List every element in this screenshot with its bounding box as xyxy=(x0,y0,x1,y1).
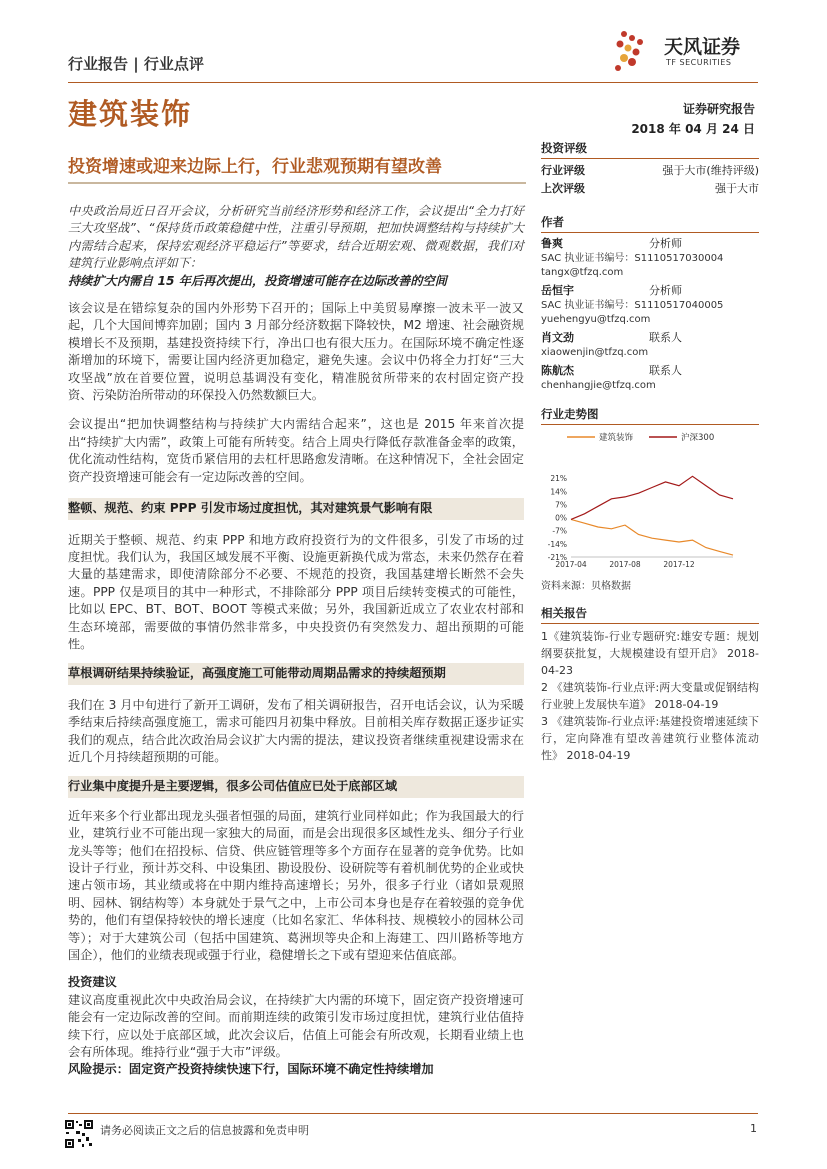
author-email[interactable]: tangx@tfzq.com xyxy=(541,267,624,278)
author-role: 分析师 xyxy=(649,237,682,250)
authors-list xyxy=(541,236,759,393)
headline: 投资增速或迎来边际上行，行业悲观预期有望改善 xyxy=(68,157,442,177)
legend-label: 沪深300 xyxy=(681,433,715,443)
y-tick-label: -7% xyxy=(552,526,567,536)
risk-warning: 风险提示：固定资产投资持续快速下行，国际环境不确定性持续增加 xyxy=(68,1062,434,1077)
trend-chart xyxy=(541,425,759,575)
section-1-title: 持续扩大内需自 15 年后再次提出，投资增速可能存在边际改善的空间 xyxy=(68,273,447,288)
company-logo xyxy=(612,28,762,74)
related-head: 相关报告 xyxy=(541,605,759,624)
section-5-paragraph: 建议高度重视此次中央政治局会议，在持续扩大内需的环境下，固定资产投资增速可能会有一定边际改善的空间。而前期连续的政策引发市场过度担忧，建筑行业估值持续下行，应以处于底部区域，此次会议后，估值上可能会有所改观，长期看业绩上也会有所体现。维持行业“强于大市”评级。 xyxy=(68,992,524,1060)
author-email[interactable]: xiaowenjin@tfzq.com xyxy=(541,347,649,358)
related-report-3[interactable]: 3 《建筑装饰-行业点评:基建投资增速延续下行，定向降准有望改善建筑行业整体流动性》 2018-04-19 xyxy=(541,715,759,762)
author-name: 鲁爽 xyxy=(541,237,563,250)
author-entry xyxy=(541,363,759,393)
author-entry xyxy=(541,283,759,327)
author-entry xyxy=(541,236,759,280)
authors-head: 作者 xyxy=(541,214,759,233)
section-2-paragraph: 近期关于整顿、规范、约束 PPP 和地方政府投资行为的文件很多，引发了市场的过度担忧。我们认为，我国区域发展不平衡、设施更新换代成为常态，未来仍然存在着大量的基建需求，即使清除部分不必要、不规范的投资，我国基建增长断然不会失速。PPP 仅是项目的其中一种形式，不排除部分 PPP 项目后续转变模式的可能性，比如以 EPC、BT、BOT、BOOT 等模式来做；另外，我国新近成立了农业农村部和生态环境部，需要做的事情仍然非常多，中央投资仍有突然发力、超出预期的可能性。 xyxy=(68,532,524,651)
x-tick-label: 2017-12 xyxy=(663,560,695,569)
series-line xyxy=(571,519,733,555)
section-2-title: 整顿、规范、约束 PPP 引发市场过度担忧，其对建筑景气影响有限 xyxy=(68,498,524,519)
section-1-paragraph-2: 会议提出“把加快调整结构与持续扩大内需结合起来”，这也是 2015 年来首次提出“持续扩大内需”，政策上可能有所转变。结合上周央行降低存款准备金率的政策，优化流动性结构，宽货币紧信用的去杠杆思路愈发清晰。在这种情况下，全社会固定资产投资增速可能会有一定边际改善的空间。 xyxy=(68,417,524,484)
footer-disclaimer[interactable]: 请务必阅读正文之后的信息披露和免责申明 xyxy=(100,1124,309,1137)
rating-value: 强于大市(维持评级) xyxy=(662,164,759,177)
top-rule xyxy=(68,82,758,83)
author-name: 岳恒宇 xyxy=(541,284,574,297)
author-name: 肖文劲 xyxy=(541,331,574,344)
chart-source: 资料来源：贝格数据 xyxy=(541,581,631,592)
trend-panel xyxy=(541,406,759,425)
section-3-paragraph: 我们在 3 月中旬进行了新开工调研，发布了相关调研报告，召开电话会议，认为采暖季结束后持续高强度施工，需求可能四月初集中释放。目前相关库存数据正逐步证实我们的观点，结合此次政治局会议扩大内需的提法，建议投资者继续重视建设需求在近几个月持续超预期的可能。 xyxy=(68,697,524,764)
y-tick-label: 7% xyxy=(555,500,567,510)
report-date: 2018 年 04 月 24 日 xyxy=(631,122,755,136)
author-cert: SAC 执业证书编号：S1110517030004 xyxy=(541,253,724,264)
rating-label: 行业评级 xyxy=(541,164,585,177)
related-report-1[interactable]: 1《建筑装饰-行业专题研究:雄安专题：规划纲要获批复，大规模建设有望开启》 2018-04-23 xyxy=(541,630,759,677)
section-3-title: 草根调研结果持续验证，高强度施工可能带动周期品需求的持续超预期 xyxy=(68,663,524,684)
y-tick-label: 21% xyxy=(550,474,567,484)
rating-panel xyxy=(541,140,759,198)
author-entry xyxy=(541,330,759,360)
headline-rule xyxy=(68,182,526,184)
authors-panel xyxy=(541,214,759,393)
y-tick-label: -21% xyxy=(547,553,567,562)
author-email[interactable]: chenhangjie@tfzq.com xyxy=(541,380,656,391)
y-tick-label: 14% xyxy=(550,487,567,497)
section-4-title: 行业集中度提升是主要逻辑，很多公司估值应已处于底部区域 xyxy=(68,776,524,797)
trend-head: 行业走势图 xyxy=(541,406,759,425)
series-line xyxy=(571,476,733,519)
logo-text-en: TF SECURITIES xyxy=(666,58,732,67)
prev-rating-label: 上次评级 xyxy=(541,182,585,195)
page-number: 1 xyxy=(750,1122,757,1135)
qr-code-icon xyxy=(64,1119,94,1149)
main-column xyxy=(68,203,524,1079)
x-tick-label: 2017-08 xyxy=(609,560,641,569)
sector-title: 建筑装饰 xyxy=(68,97,193,131)
rating-head: 投资评级 xyxy=(541,140,759,159)
author-role: 分析师 xyxy=(649,284,682,297)
y-tick-label: 0% xyxy=(555,513,567,523)
related-panel xyxy=(541,605,759,764)
author-role: 联系人 xyxy=(649,331,682,344)
x-tick-label: 2017-04 xyxy=(555,560,587,569)
author-email[interactable]: yuehengyu@tfzq.com xyxy=(541,314,651,325)
doc-type: 行业报告 | 行业点评 xyxy=(68,55,204,73)
logo-mark-icon xyxy=(612,28,662,74)
report-label: 证券研究报告 xyxy=(682,102,755,116)
section-4-paragraph: 近年来多个行业都出现龙头强者恒强的局面，建筑行业同样如此；作为我国最大的行业，建筑行业不可能出现一家独大的局面，而是会出现很多区域性龙头、细分子行业龙头等等；他们在招投标、信贷、供应链管理等多个方面存在显著的竞争优势。比如设计子行业，预计苏交科、中设集团、勘设股份、设研院等有着机制优势的企业或快速占领市场，其业绩或将在中期内维持高速增长；另外，很多子行业（诸如景观照明、园林、钢结构等）本身就处于景气之中，上市公司本身也是存在着较强的竞争优势的，他们有望保持较快的增长速度（比如名家汇、华体科技、规模较小的园林公司等）；对于大建筑公司（包括中国建筑、葛洲坝等央企和上海建工、四川路桥等地方国企），他们的业绩表现或强于行业，稳健增长之下或有望迎来估值底部。 xyxy=(68,808,524,963)
logo-text-cn: 天风证券 xyxy=(664,36,741,58)
author-name: 陈航杰 xyxy=(541,364,574,377)
intro-paragraph: 中央政治局近日召开会议，分析研究当前经济形势和经济工作，会议提出“全力打好三大攻坚战”、“保持货币政策稳健中性，注重引导预期，把加快调整结构与持续扩大内需结合起来，保持宏观经济平稳运行”等要求，结合近期宏观、微观数据，我们对建筑行业影响点评如下： xyxy=(68,204,524,271)
prev-rating-value: 强于大市 xyxy=(715,182,759,195)
y-tick-label: -14% xyxy=(547,539,567,549)
section-5-title: 投资建议 xyxy=(68,975,117,990)
section-1-paragraph-1: 该会议是在错综复杂的国内外形势下召开的；国际上中美贸易摩擦一波未平一波又起，几个大国间博弈加剧；国内 3 月部分经济数据下降较快，M2 增速、社会融资规模增长不及预期，基建投资持续下行，净出口也有很大压力。在国际环境不确定性逐渐增加的环境下，需要让国内经济更加稳定，避免失速。会议中仍将全力打好“三大攻坚战”放在首要位置，说明总基调没有变化，精准脱贫所带来的农村固定资产投资、污染防治所带动的环保投入仍然数额巨大。 xyxy=(68,301,524,403)
legend-label: 建筑装饰 xyxy=(599,433,634,443)
related-report-2[interactable]: 2 《建筑装饰-行业点评:两大变量或促钢结构行业驶上发展快车道》 2018-04-19 xyxy=(541,681,759,711)
footer-rule xyxy=(68,1113,758,1114)
author-role: 联系人 xyxy=(649,364,682,377)
author-cert: SAC 执业证书编号：S1110517040005 xyxy=(541,300,724,311)
